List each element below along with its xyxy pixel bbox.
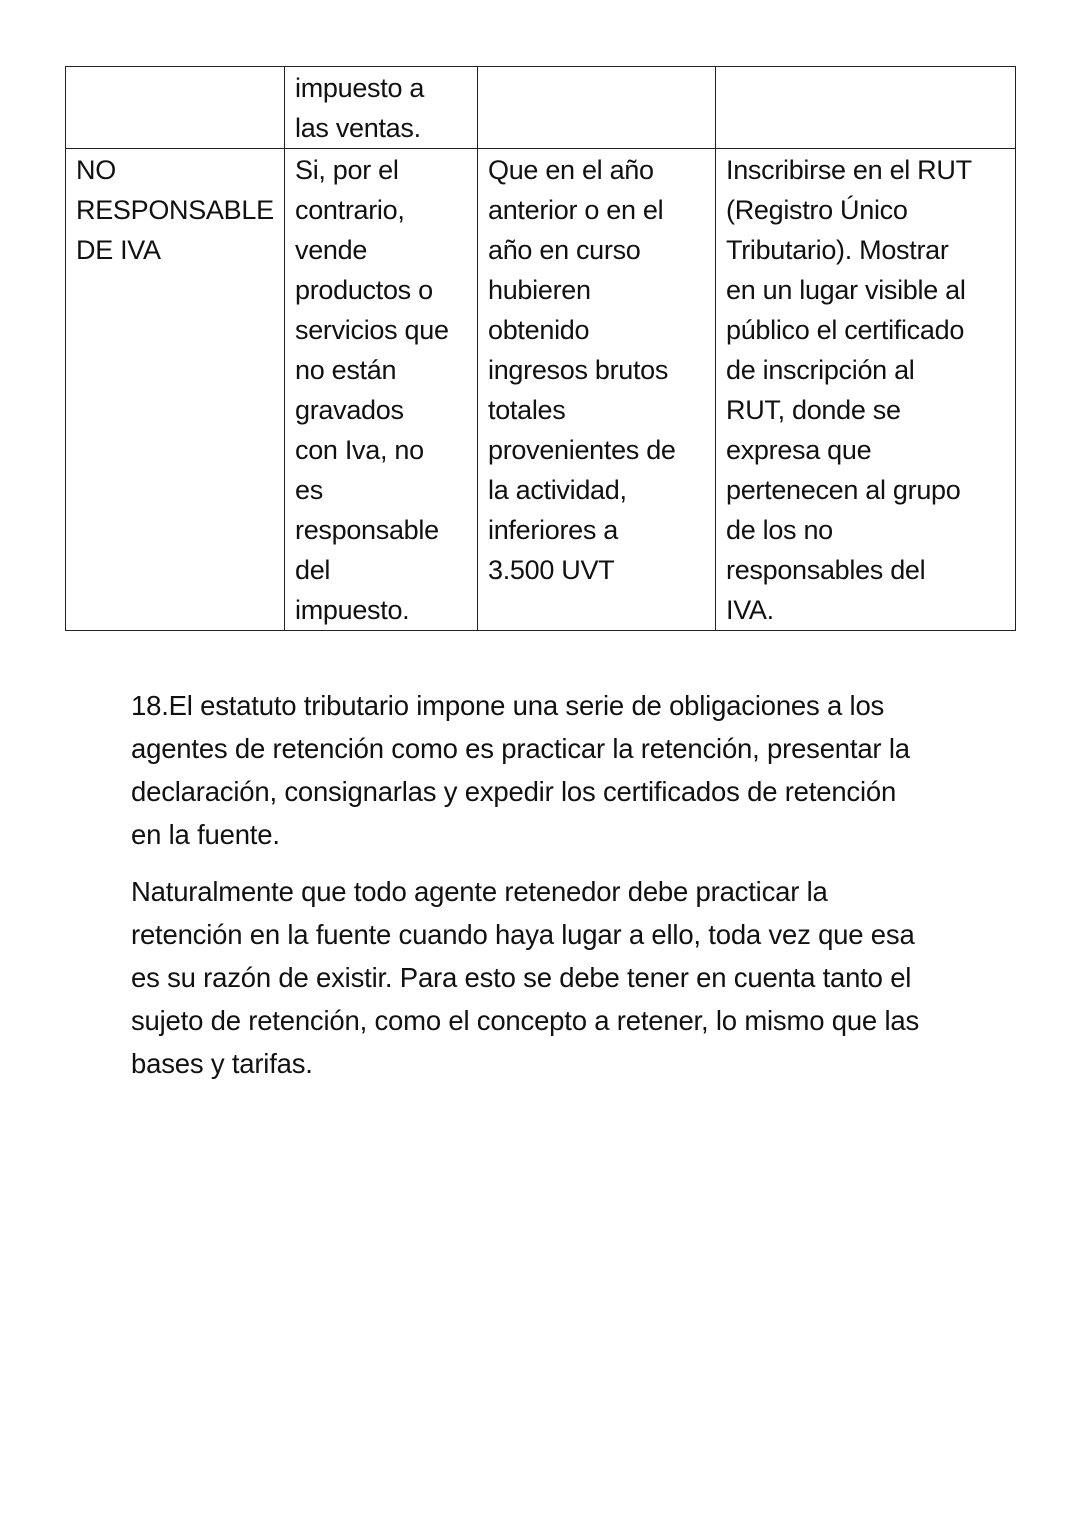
table-row bbox=[66, 149, 1016, 631]
table-cell bbox=[478, 67, 716, 149]
table-row bbox=[66, 67, 1016, 149]
cell-text: Inscribirse en el RUT (Registro Único Tributario). Mostrar en un lugar visible al público el certificado de inscripción al RUT, donde se expresa que pertenecen al grupo de los no responsables del IVA. bbox=[726, 155, 972, 625]
cell-text: Que en el año anterior o en el año en curso hubieren obtenido ingresos brutos totales provenientes de la actividad, inferiores a 3.500 UVT bbox=[488, 155, 676, 585]
cell-text: Si, por el contrario, vende productos o servicios que no están gravados con Iva, no es responsable del impuesto. bbox=[295, 155, 449, 625]
table-cell bbox=[716, 67, 1016, 149]
paragraph-retention: Naturalmente que todo agente retenedor debe practicar la retención en la fuente cuando haya lugar a ello, toda vez que esa es su razón de existir. Para esto se debe tener en cuenta tanto el sujeto de retención, como el concepto a retener, lo mismo que las bases y tarifas. bbox=[131, 876, 920, 1079]
table-cell bbox=[66, 67, 285, 149]
table-cell-category bbox=[66, 149, 285, 631]
body-text bbox=[131, 684, 1031, 1099]
table-cell-obligation bbox=[716, 149, 1016, 631]
table-cell-requirement bbox=[478, 149, 716, 631]
table-cell-condition bbox=[285, 149, 478, 631]
cell-text: NO RESPONSABLE DE IVA bbox=[76, 155, 274, 265]
table-cell bbox=[285, 67, 478, 149]
iva-responsibility-table bbox=[65, 66, 1016, 631]
paragraph-18: 18.El estatuto tributario impone una serie de obligaciones a los agentes de retención como es practicar la retención, presentar la declaración, consignarlas y expedir los certificados de retención en la fuente. bbox=[131, 690, 910, 850]
cell-text: impuesto a las ventas. bbox=[295, 73, 425, 143]
